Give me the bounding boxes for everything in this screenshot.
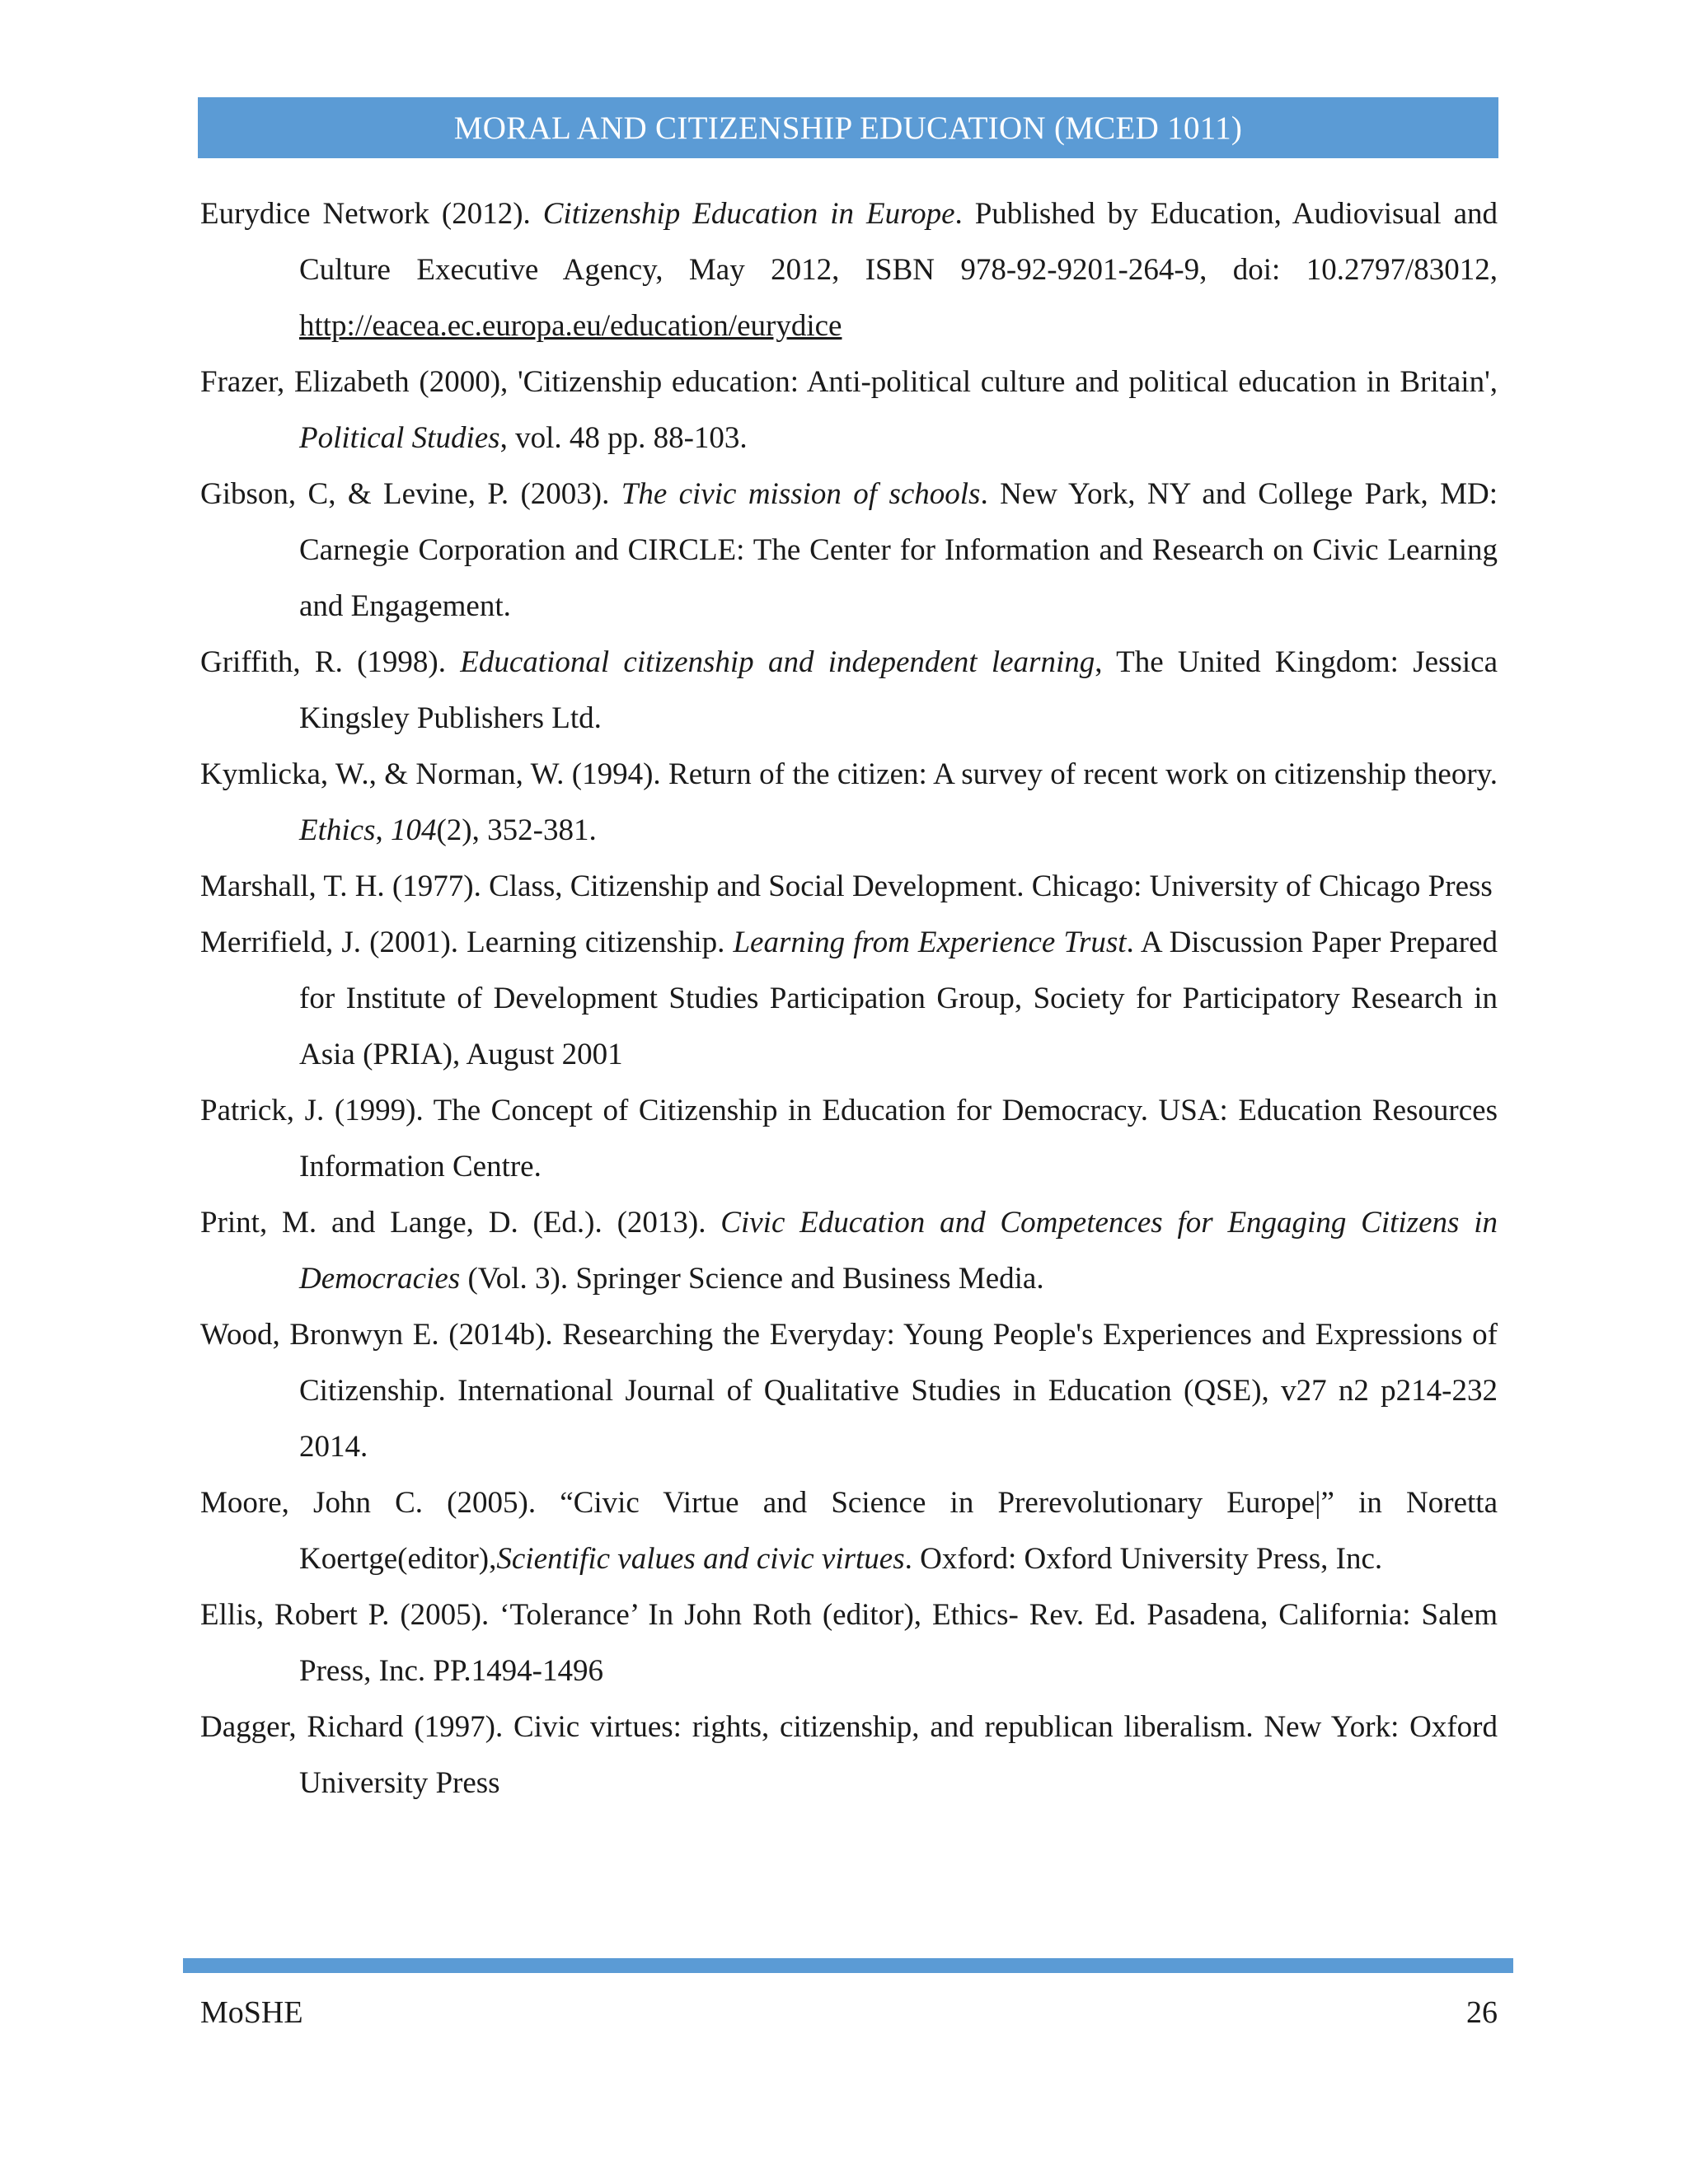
reference-item: Marshall, T. H. (1977). Class, Citizenship and Social Development. Chicago: University of Chicago Press (200, 869, 1493, 903)
reference-item: Wood, Bronwyn E. (2014b). Researching the Everyday: Young People's Experiences and Expressions of Citizenship. International Journal of Qualitative Studies in Education (QSE), v27 n2 p214-232 2014. (200, 1318, 1498, 1464)
eurydice-link[interactable]: http://eacea.ec.europa.eu/education/eurydice (299, 309, 842, 343)
reference-item: Eurydice Network (2012). Citizenship Education in Europe. Published by Education, Audiovisual and Culture Executive Agency, May 2012, ISBN 978-92-9201-264-9, doi: 10.2797/83012, http://eacea.ec.europa.eu/education/eurydice (200, 197, 1498, 343)
reference-item: Gibson, C, & Levine, P. (2003). The civic mission of schools. New York, NY and College Park, MD: Carnegie Corporation and CIRCLE: The Center for Information and Research on Civic Learning and Engagement. (200, 477, 1498, 623)
reference-item: Ellis, Robert P. (2005). ‘Tolerance’ In John Roth (editor), Ethics- Rev. Ed. Pasadena, California: Salem Press, Inc. PP.1494-1496 (200, 1598, 1498, 1688)
footer-organization: MoSHE (200, 1995, 303, 2030)
reference-item: Frazer, Elizabeth (2000), 'Citizenship education: Anti-political culture and political education in Britain', Political Studies, vol. 48 pp. 88-103. (200, 365, 1498, 455)
reference-item: Dagger, Richard (1997). Civic virtues: rights, citizenship, and republican liberalism. New York: Oxford University Press (200, 1710, 1498, 1800)
reference-item: Moore, John C. (2005). “Civic Virtue and Science in Prerevolutionary Europe|” in Noretta Koertge(editor),Scientific values and civic virtues. Oxford: Oxford University Press, Inc. (200, 1486, 1498, 1576)
reference-item: Griffith, R. (1998). Educational citizenship and independent learning, The United Kingdom: Jessica Kingsley Publishers Ltd. (200, 645, 1498, 735)
reference-item: Print, M. and Lange, D. (Ed.). (2013). Civic Education and Competences for Engaging Citizens in Democracies (Vol. 3). Springer Science and Business Media. (200, 1206, 1498, 1296)
footer-divider (183, 1958, 1513, 1973)
page-number: 26 (1466, 1995, 1498, 2030)
page-header-title: MORAL AND CITIZENSHIP EDUCATION (MCED 1011) (453, 110, 1243, 146)
reference-item: Kymlicka, W., & Norman, W. (1994). Return of the citizen: A survey of recent work on citizenship theory. Ethics, 104(2), 352-381. (200, 757, 1498, 847)
reference-item: Merrifield, J. (2001). Learning citizenship. Learning from Experience Trust. A Discussion Paper Prepared for Institute of Development Studies Participation Group, Society for Participatory Research in Asia (PRIA), August 2001 (200, 926, 1498, 1071)
reference-item: Patrick, J. (1999). The Concept of Citizenship in Education for Democracy. USA: Education Resources Information Centre. (200, 1094, 1498, 1183)
header-bar (198, 97, 1498, 158)
reference-list (200, 186, 1498, 1811)
